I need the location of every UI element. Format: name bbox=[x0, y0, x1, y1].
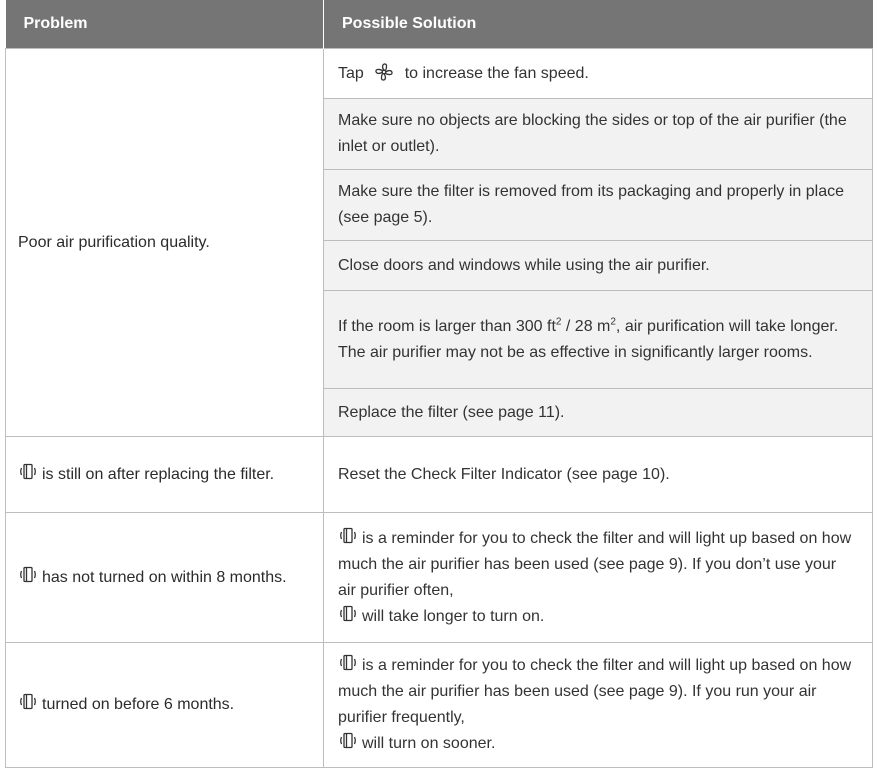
filter-indicator-icon bbox=[338, 604, 358, 624]
solution-text: will turn on sooner. bbox=[362, 735, 496, 752]
filter-indicator-icon bbox=[18, 565, 38, 585]
superscript: 2 bbox=[555, 316, 562, 328]
filter-indicator-icon bbox=[338, 526, 358, 546]
table-row bbox=[6, 513, 873, 643]
header-problem: Problem bbox=[6, 0, 324, 49]
solution-text: is a reminder for you to check the filter and will light up based on how much the air purifier has been used (see page 9). If you run your air purifier frequently, bbox=[338, 657, 852, 726]
table-row bbox=[6, 643, 873, 768]
problem-text: Poor air purification quality. bbox=[18, 233, 210, 251]
problem-cell bbox=[6, 437, 324, 513]
solution-cell bbox=[324, 49, 873, 99]
problem-text: is still on after replacing the filter. bbox=[42, 465, 275, 483]
solution-cell: Make sure no objects are blocking the sides or top of the air purifier (the inlet or outlet). bbox=[324, 99, 873, 170]
solution-cell: Close doors and windows while using the air purifier. bbox=[324, 241, 873, 291]
table-header-row bbox=[6, 0, 873, 49]
solution-cell: Replace the filter (see page 11). bbox=[324, 389, 873, 437]
solution-cell bbox=[324, 513, 873, 643]
solution-cell: Reset the Check Filter Indicator (see page 10). bbox=[324, 437, 873, 513]
filter-indicator-icon bbox=[338, 731, 358, 751]
problem-text: turned on before 6 months. bbox=[42, 696, 235, 713]
filter-indicator-icon bbox=[18, 462, 38, 482]
solution-cell: Make sure the filter is removed from its packaging and properly in place (see page 5). bbox=[324, 170, 873, 241]
table-row bbox=[6, 49, 873, 99]
solution-text: to increase the fan speed. bbox=[404, 64, 589, 82]
solution-text: / 28 m bbox=[561, 317, 611, 335]
problem-text: has not turned on within 8 months. bbox=[42, 568, 287, 586]
solution-cell bbox=[324, 643, 873, 768]
filter-indicator-icon bbox=[18, 692, 38, 712]
header-solution: Possible Solution bbox=[324, 0, 873, 49]
solution-text: If the room is larger than 300 ft bbox=[338, 317, 556, 335]
problem-cell bbox=[6, 513, 324, 643]
filter-indicator-icon bbox=[338, 653, 358, 673]
solution-text: is a reminder for you to check the filter and will light up based on how much the air purifier has been used (see page 9). If you don’t use your air purifier often, bbox=[338, 529, 852, 599]
table-row bbox=[6, 437, 873, 513]
solution-text: will take longer to turn on. bbox=[362, 607, 545, 625]
troubleshooting-table bbox=[5, 0, 873, 768]
superscript: 2 bbox=[610, 316, 616, 328]
solution-text: Tap bbox=[338, 64, 364, 82]
solution-cell bbox=[324, 291, 873, 389]
solution-text: , air purification will take longer. The air purifier may not be as effective in significantly larger rooms. bbox=[338, 317, 839, 361]
fan-icon bbox=[374, 62, 394, 82]
problem-cell bbox=[6, 49, 324, 437]
problem-cell bbox=[6, 643, 324, 768]
